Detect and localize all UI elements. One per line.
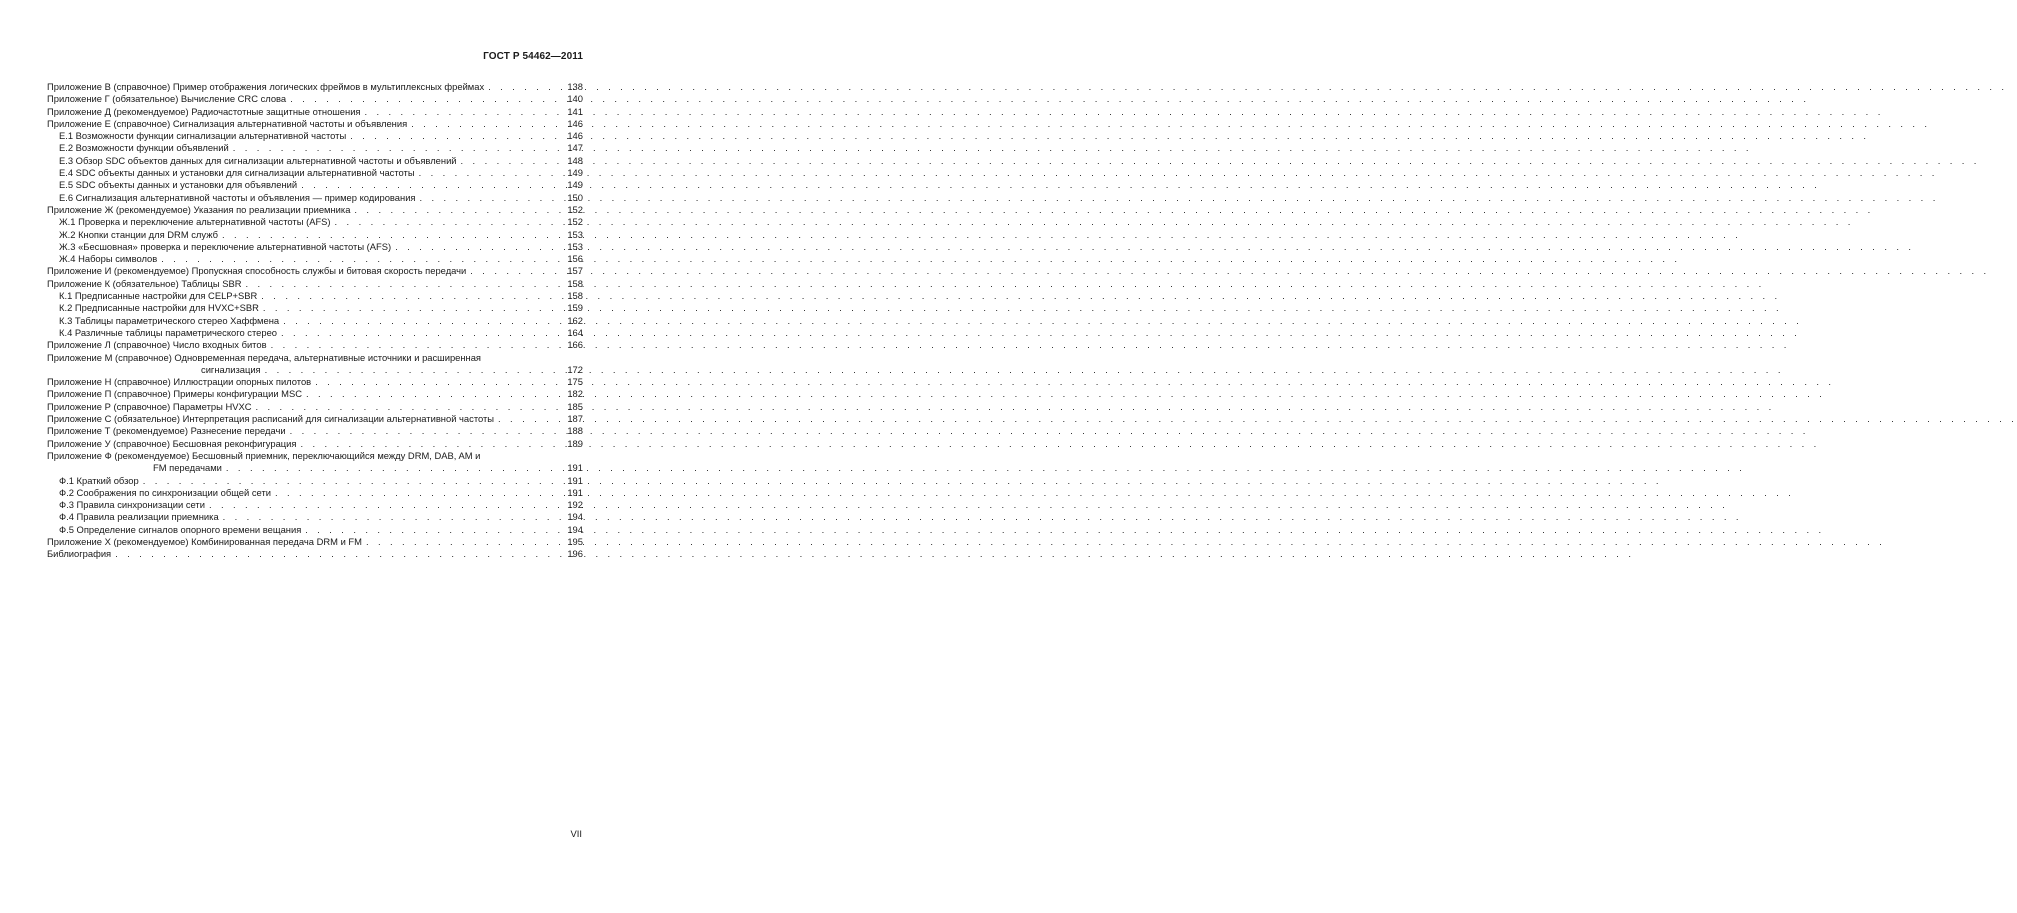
toc-entry[interactable] xyxy=(47,253,583,265)
dot-leader xyxy=(354,204,552,216)
toc-entry-title-continuation: FM передачами xyxy=(153,462,222,474)
toc-entry[interactable] xyxy=(47,179,583,191)
toc-entry[interactable] xyxy=(47,524,583,536)
toc-entry-title: Ж.4 Наборы символов xyxy=(59,253,158,265)
toc-entry-title: Приложение С (обязательное) Интерпретация расписаний для сигнализации альтернативной частоты xyxy=(47,413,495,425)
dot-leader xyxy=(226,462,552,474)
toc-entry-page: 195 xyxy=(567,535,583,547)
toc-entry-title: Е.2 Возможности функции объявлений xyxy=(59,142,229,154)
toc-entry[interactable] xyxy=(47,93,583,105)
toc-entry-title: Приложение Р (справочное) Параметры HVXC xyxy=(47,400,252,412)
toc-entry-title: Ж.3 «Бесшовная» проверка и переключение альтернативной частоты (AFS) xyxy=(59,240,392,252)
toc-entry-title: Приложение У (справочное) Бесшовная реконфигурация xyxy=(47,437,297,449)
toc-entry[interactable] xyxy=(47,450,583,475)
toc-entry[interactable] xyxy=(47,278,583,290)
dot-leader xyxy=(365,106,552,118)
toc-entry-page: 185 xyxy=(567,400,583,412)
toc-entry-page: 138 xyxy=(567,81,583,92)
toc-entry-title: Приложение Ж (рекомендуемое) Указания по реализации приемника xyxy=(47,203,351,215)
dot-leader xyxy=(419,167,552,179)
toc-entry-title: Приложение Г (обязательное) Вычисление CRC слова xyxy=(47,93,287,105)
toc-entry-title: Приложение Е (справочное) Сигнализация альтернативной частоты и объявления xyxy=(47,117,408,129)
toc-entry[interactable] xyxy=(47,81,583,93)
toc-entry-page: 140 xyxy=(567,93,583,105)
toc-entry-page: 146 xyxy=(567,130,583,142)
dot-leader xyxy=(223,511,552,523)
toc-entry[interactable] xyxy=(47,327,583,339)
toc-entry[interactable] xyxy=(47,425,583,437)
toc-entry[interactable] xyxy=(47,229,583,241)
toc-entry-page: 159 xyxy=(567,302,583,314)
toc-entry-page: 164 xyxy=(567,326,583,338)
dot-leader xyxy=(115,548,552,560)
toc-entry-title: К.1 Предписанные настройки для CELP+SBR xyxy=(59,290,258,302)
toc-entry-title: К.3 Таблицы параметрического стерео Хаффмена xyxy=(59,314,280,326)
dot-leader xyxy=(350,130,552,142)
dot-leader xyxy=(263,302,552,314)
toc-entry-title: Приложение Х (рекомендуемое) Комбинированная передача DRM и FM xyxy=(47,535,362,547)
toc-entry-page: 188 xyxy=(567,425,583,437)
dot-leader xyxy=(143,475,552,487)
toc-entry-page: 191 xyxy=(567,474,583,486)
toc-entry[interactable] xyxy=(47,536,583,548)
dot-leader xyxy=(306,388,552,400)
dot-leader xyxy=(283,315,552,327)
toc-entry-page: 148 xyxy=(567,154,583,166)
toc-entry-page: 149 xyxy=(567,167,583,179)
dot-leader xyxy=(498,413,552,425)
page-number: VII xyxy=(570,828,582,839)
toc-entry-title: Приложение Н (справочное) Иллюстрации опорных пилотов xyxy=(47,376,312,388)
dot-leader xyxy=(275,487,552,499)
toc-entry-page: 172 xyxy=(567,363,583,375)
toc-entry-page: 156 xyxy=(567,253,583,265)
toc-entry[interactable] xyxy=(47,142,583,154)
toc-entry-page: 162 xyxy=(567,314,583,326)
table-of-contents xyxy=(47,81,583,561)
toc-entry-page: 196 xyxy=(567,548,583,560)
toc-entry[interactable] xyxy=(47,438,583,450)
toc-entry[interactable] xyxy=(47,155,583,167)
toc-entry[interactable] xyxy=(47,401,583,413)
toc-entry[interactable] xyxy=(47,487,583,499)
toc-entry-title: Библиография xyxy=(47,548,112,560)
toc-entry[interactable] xyxy=(47,204,583,216)
toc-entry[interactable] xyxy=(47,352,583,377)
toc-entry-page: 149 xyxy=(567,179,583,191)
toc-entry[interactable] xyxy=(47,265,583,277)
dot-leader xyxy=(395,241,552,253)
toc-entry[interactable] xyxy=(47,315,583,327)
dot-leader xyxy=(161,253,552,265)
toc-entry-title: Ф.4 Правила реализации приемника xyxy=(59,511,219,523)
toc-entry[interactable] xyxy=(47,339,583,351)
toc-entry-title: Е.3 Обзор SDC объектов данных для сигнализации альтернативной частоты и объявлений xyxy=(59,154,457,166)
toc-entry-title: К.2 Предписанные настройки для HVXC+SBR xyxy=(59,302,259,314)
toc-entry[interactable] xyxy=(47,302,583,314)
dot-leader xyxy=(271,339,552,351)
toc-entry[interactable] xyxy=(47,511,583,523)
dot-leader xyxy=(461,155,552,167)
dot-leader xyxy=(290,425,552,437)
toc-entry-title: Приложение К (обязательное) Таблицы SBR xyxy=(47,277,242,289)
dot-leader xyxy=(281,327,552,339)
toc-entry-page: 146 xyxy=(567,117,583,129)
toc-entry-page: 141 xyxy=(567,105,583,117)
toc-entry[interactable] xyxy=(47,216,583,228)
toc-entry-page: 153 xyxy=(567,240,583,252)
toc-entry[interactable] xyxy=(47,548,583,560)
dot-leader xyxy=(470,265,552,277)
dot-leader xyxy=(301,179,552,191)
toc-entry-page: 191 xyxy=(567,486,583,498)
dot-leader xyxy=(420,192,552,204)
toc-entry-title: Приложение М (справочное) Одновременная передача, альтернативные источники и расширенная xyxy=(47,351,482,363)
toc-entry[interactable] xyxy=(47,241,583,253)
document-header: ГОСТ Р 54462—2011 xyxy=(483,51,583,62)
dot-leader xyxy=(265,364,552,376)
dot-leader xyxy=(488,81,552,93)
toc-entry-title: Е.4 SDC объекты данных и установки для сигнализации альтернативной частоты xyxy=(59,167,415,179)
toc-entry-page: 194 xyxy=(567,523,583,535)
toc-entry-title: Ф.1 Краткий обзор xyxy=(59,474,139,486)
dot-leader xyxy=(290,93,552,105)
toc-entry-title: Приложение Л (справочное) Число входных битов xyxy=(47,339,267,351)
toc-entry-page: 153 xyxy=(567,228,583,240)
toc-entry[interactable] xyxy=(47,192,583,204)
toc-entry-title: Приложение Ф (рекомендуемое) Бесшовный приемник, переключающийся между DRM, DAB, AM и xyxy=(47,449,481,461)
dot-leader xyxy=(411,118,552,130)
toc-entry-title: Ф.3 Правила синхронизации сети xyxy=(59,499,205,511)
toc-entry-page: 147 xyxy=(567,142,583,154)
toc-entry-page: 189 xyxy=(567,437,583,449)
toc-entry-page: 166 xyxy=(567,339,583,351)
toc-entry-title: Е.1 Возможности функции сигнализации альтернативной частоты xyxy=(59,130,347,142)
dot-leader xyxy=(301,438,553,450)
toc-entry-title: Приложение В (справочное) Пример отображения логических фреймов в мультиплексных фреймах xyxy=(47,81,485,92)
toc-entry-page: 187 xyxy=(567,413,583,425)
toc-entry-page: 175 xyxy=(567,376,583,388)
toc-entry[interactable] xyxy=(47,106,583,118)
toc-entry-page: 158 xyxy=(567,277,583,289)
toc-entry[interactable] xyxy=(47,130,583,142)
toc-entry[interactable] xyxy=(47,376,583,388)
toc-entry-title-continuation: сигнализация xyxy=(201,363,261,375)
toc-entry-page: 191 xyxy=(567,462,583,474)
toc-entry-title: Ф.2 Соображения по синхронизации общей сети xyxy=(59,486,271,498)
toc-entry-page: 192 xyxy=(567,499,583,511)
toc-entry[interactable] xyxy=(47,118,583,130)
dot-leader xyxy=(233,142,552,154)
toc-entry-title: Приложение Т (рекомендуемое) Разнесение передачи xyxy=(47,425,286,437)
toc-entry-page: 152 xyxy=(567,216,583,228)
toc-entry[interactable] xyxy=(47,413,583,425)
dot-leader xyxy=(335,216,552,228)
toc-entry-title: К.4 Различные таблицы параметрического стерео xyxy=(59,326,278,338)
toc-entry-title: Е.5 SDC объекты данных и установки для объявлений xyxy=(59,179,298,191)
dot-leader xyxy=(209,499,552,511)
toc-entry-title: Ф.5 Определение сигналов опорного времени вещания xyxy=(59,523,302,535)
toc-entry-page: 158 xyxy=(567,290,583,302)
toc-entry[interactable] xyxy=(47,499,583,511)
dot-leader xyxy=(222,229,552,241)
toc-entry-page: 157 xyxy=(567,265,583,277)
dot-leader xyxy=(305,524,552,536)
toc-entry-title: Приложение И (рекомендуемое) Пропускная способность службы и битовая скорость передачи xyxy=(47,265,467,277)
toc-entry-page: 194 xyxy=(567,511,583,523)
toc-entry-title: Приложение П (справочное) Примеры конфигурации MSC xyxy=(47,388,303,400)
dot-leader xyxy=(256,401,553,413)
toc-entry-title: Ж.1 Проверка и переключение альтернативной частоты (AFS) xyxy=(59,216,331,228)
dot-leader xyxy=(261,290,552,302)
toc-entry-title: Е.6 Сигнализация альтернативной частоты и объявления — пример кодирования xyxy=(59,191,416,203)
toc-entry-title: Приложение Д (рекомендуемое) Радиочастотные защитные отношения xyxy=(47,105,361,117)
toc-entry[interactable] xyxy=(47,290,583,302)
toc-entry-title: Ж.2 Кнопки станции для DRM служб xyxy=(59,228,218,240)
toc-entry[interactable] xyxy=(47,167,583,179)
toc-entry-page: 150 xyxy=(567,191,583,203)
toc-entry[interactable] xyxy=(47,388,583,400)
toc-entry[interactable] xyxy=(47,475,583,487)
dot-leader xyxy=(366,536,552,548)
dot-leader xyxy=(245,278,552,290)
toc-entry-page: 182 xyxy=(567,388,583,400)
dot-leader xyxy=(315,376,552,388)
toc-entry-page: 152 xyxy=(567,203,583,215)
